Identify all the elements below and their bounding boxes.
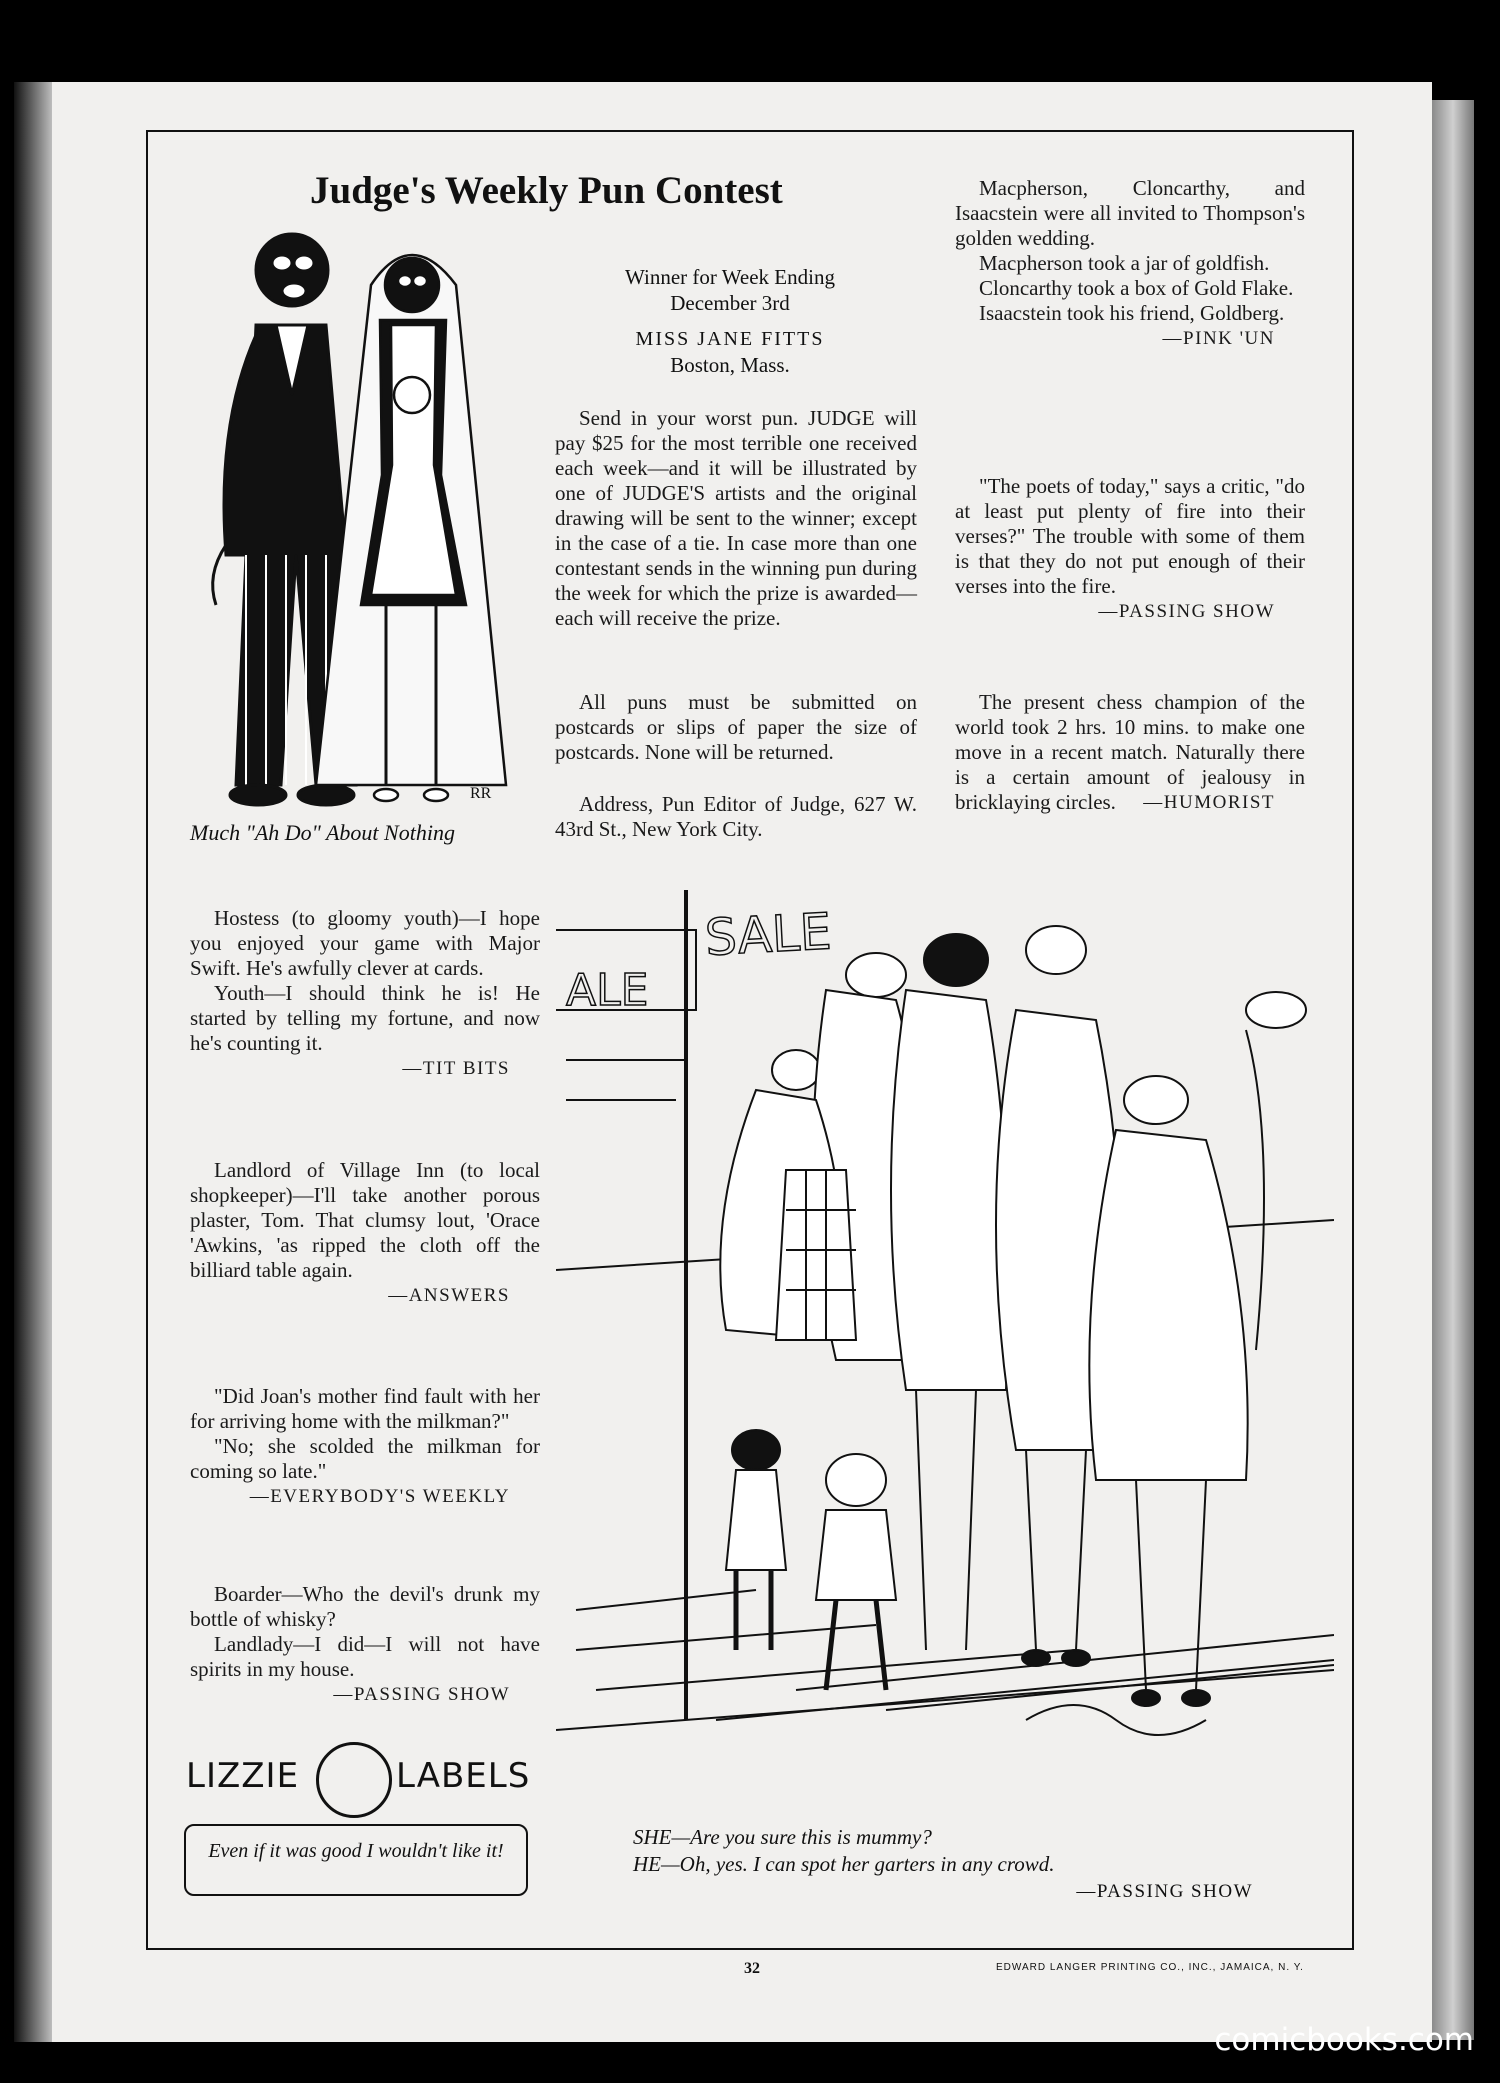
joke-line: "Did Joan's mother find fault with her for arriving home with the milkman?" xyxy=(190,1384,540,1433)
contest-address: Address, Pun Editor of Judge, 627 W. 43rd St., New York City. xyxy=(555,792,917,841)
caption-line-she: SHE—Are you sure this is mummy? xyxy=(633,1825,932,1849)
joke-line: "The poets of today," says a critic, "do at least put plenty of fire into their verses?" The trouble with some of them is that they do not put enough of their verses into the fire. xyxy=(955,474,1305,598)
joke-source: —PASSING SHOW xyxy=(1098,601,1275,622)
labels-word: LABELS xyxy=(396,1756,531,1796)
watermark: comicbooks.com xyxy=(1214,2022,1474,2058)
joke-line: Macpherson, Cloncarthy, and Isaacstein were all invited to Thompson's golden wedding. xyxy=(955,176,1305,250)
joke-line: Macpherson took a jar of goldfish. xyxy=(979,251,1270,275)
page-edge xyxy=(1432,100,1474,2040)
joke-line: Isaacstein took his friend, Goldberg. xyxy=(979,301,1285,325)
cartoon-source: —PASSING SHOW xyxy=(1076,1881,1253,1902)
lizzie-labels-header xyxy=(184,1742,534,1824)
winner-block xyxy=(555,264,905,378)
winner-label-line2: December 3rd xyxy=(670,291,790,315)
lizzie-quote-box: Even if it was good I wouldn't like it! xyxy=(184,1824,528,1896)
joke-line: Cloncarthy took a box of Gold Flake. xyxy=(979,276,1294,300)
joke-poets xyxy=(955,474,1305,624)
joke-line: Hostess (to gloomy youth)—I hope you enjoyed your game with Major Swift. He's awfully clever at cards. xyxy=(190,906,540,980)
joke-line: "No; she scolded the milkman for coming so late." xyxy=(190,1434,540,1483)
wedding-cartoon-illustration xyxy=(186,225,526,815)
contest-submission-paragraph: All puns must be submitted on postcards or slips of paper the size of postcards. None will be returned. xyxy=(555,690,917,764)
caption-line-he: HE—Oh, yes. I can spot her garters in any crowd. xyxy=(633,1852,1055,1876)
lizzie-circle-emblem xyxy=(316,1742,392,1818)
winner-name: MISS JANE FITTS xyxy=(635,328,825,350)
artist-signature-scribble xyxy=(1026,1705,1206,1735)
joke-line: Landlord of Village Inn (to local shopkeeper)—I'll take another porous plaster, Tom. That clumsy lout, 'Orace 'Awkins, 'as ripped the cloth off the billiard table again. xyxy=(190,1158,540,1282)
joke-line: Boarder—Who the devil's drunk my bottle of whisky? xyxy=(190,1582,540,1631)
joke-source: —EVERYBODY'S WEEKLY xyxy=(249,1486,510,1507)
lizzie-word: LIZZIE xyxy=(186,1756,300,1796)
joke-line: Landlady—I did—I will not have spirits in my house. xyxy=(190,1632,540,1681)
joke-chess xyxy=(955,690,1305,815)
winner-city: Boston, Mass. xyxy=(670,353,790,377)
joke-line: Youth—I should think he is! He started by telling my fortune, and now he's counting it. xyxy=(190,981,540,1055)
cartoon-caption: Much "Ah Do" About Nothing xyxy=(190,820,455,845)
joke-boarder xyxy=(190,1582,540,1707)
joke-goldfish xyxy=(955,176,1305,351)
cartoon-caption-block xyxy=(633,1824,1253,1905)
sale-sign-text: SALE xyxy=(703,902,833,967)
contest-rules-paragraph: Send in your worst pun. JUDGE will pay $25 for the most terrible one received each week—and it will be illustrated by one of JUDGE'S artists and the original drawing will be sent to the winner; except in the case of a tie. In case more than one contestant sends in the winning pun during the week for which the prize is awarded—each will receive the prize. xyxy=(555,406,917,630)
joke-source: —TIT BITS xyxy=(402,1058,510,1079)
winner-label-line1: Winner for Week Ending xyxy=(625,265,835,289)
book-binding-shadow xyxy=(14,82,52,2042)
joke-landlord xyxy=(190,1158,540,1308)
shop-window-cartoon xyxy=(556,890,1334,1740)
joke-line: The present chess champion of the world took 2 hrs. 10 mins. to make one move in a recent match. Naturally there is a certain amount of jealousy in bricklaying circles. xyxy=(955,690,1305,814)
joke-source: —PINK 'UN xyxy=(1162,328,1275,349)
joke-source: —HUMORIST xyxy=(1143,792,1275,813)
artist-signature: RR xyxy=(470,785,492,802)
page-number: 32 xyxy=(744,1960,760,1977)
joke-milkman xyxy=(190,1384,540,1509)
contest-title: Judge's Weekly Pun Contest xyxy=(310,169,783,212)
joke-source: —PASSING SHOW xyxy=(333,1684,510,1705)
joke-hostess xyxy=(190,906,540,1081)
printer-credit: EDWARD LANGER PRINTING CO., INC., JAMAICA, N. Y. xyxy=(996,1962,1304,1973)
joke-source: —ANSWERS xyxy=(388,1285,510,1306)
sale-sign-fragment: ALE xyxy=(566,965,649,1016)
